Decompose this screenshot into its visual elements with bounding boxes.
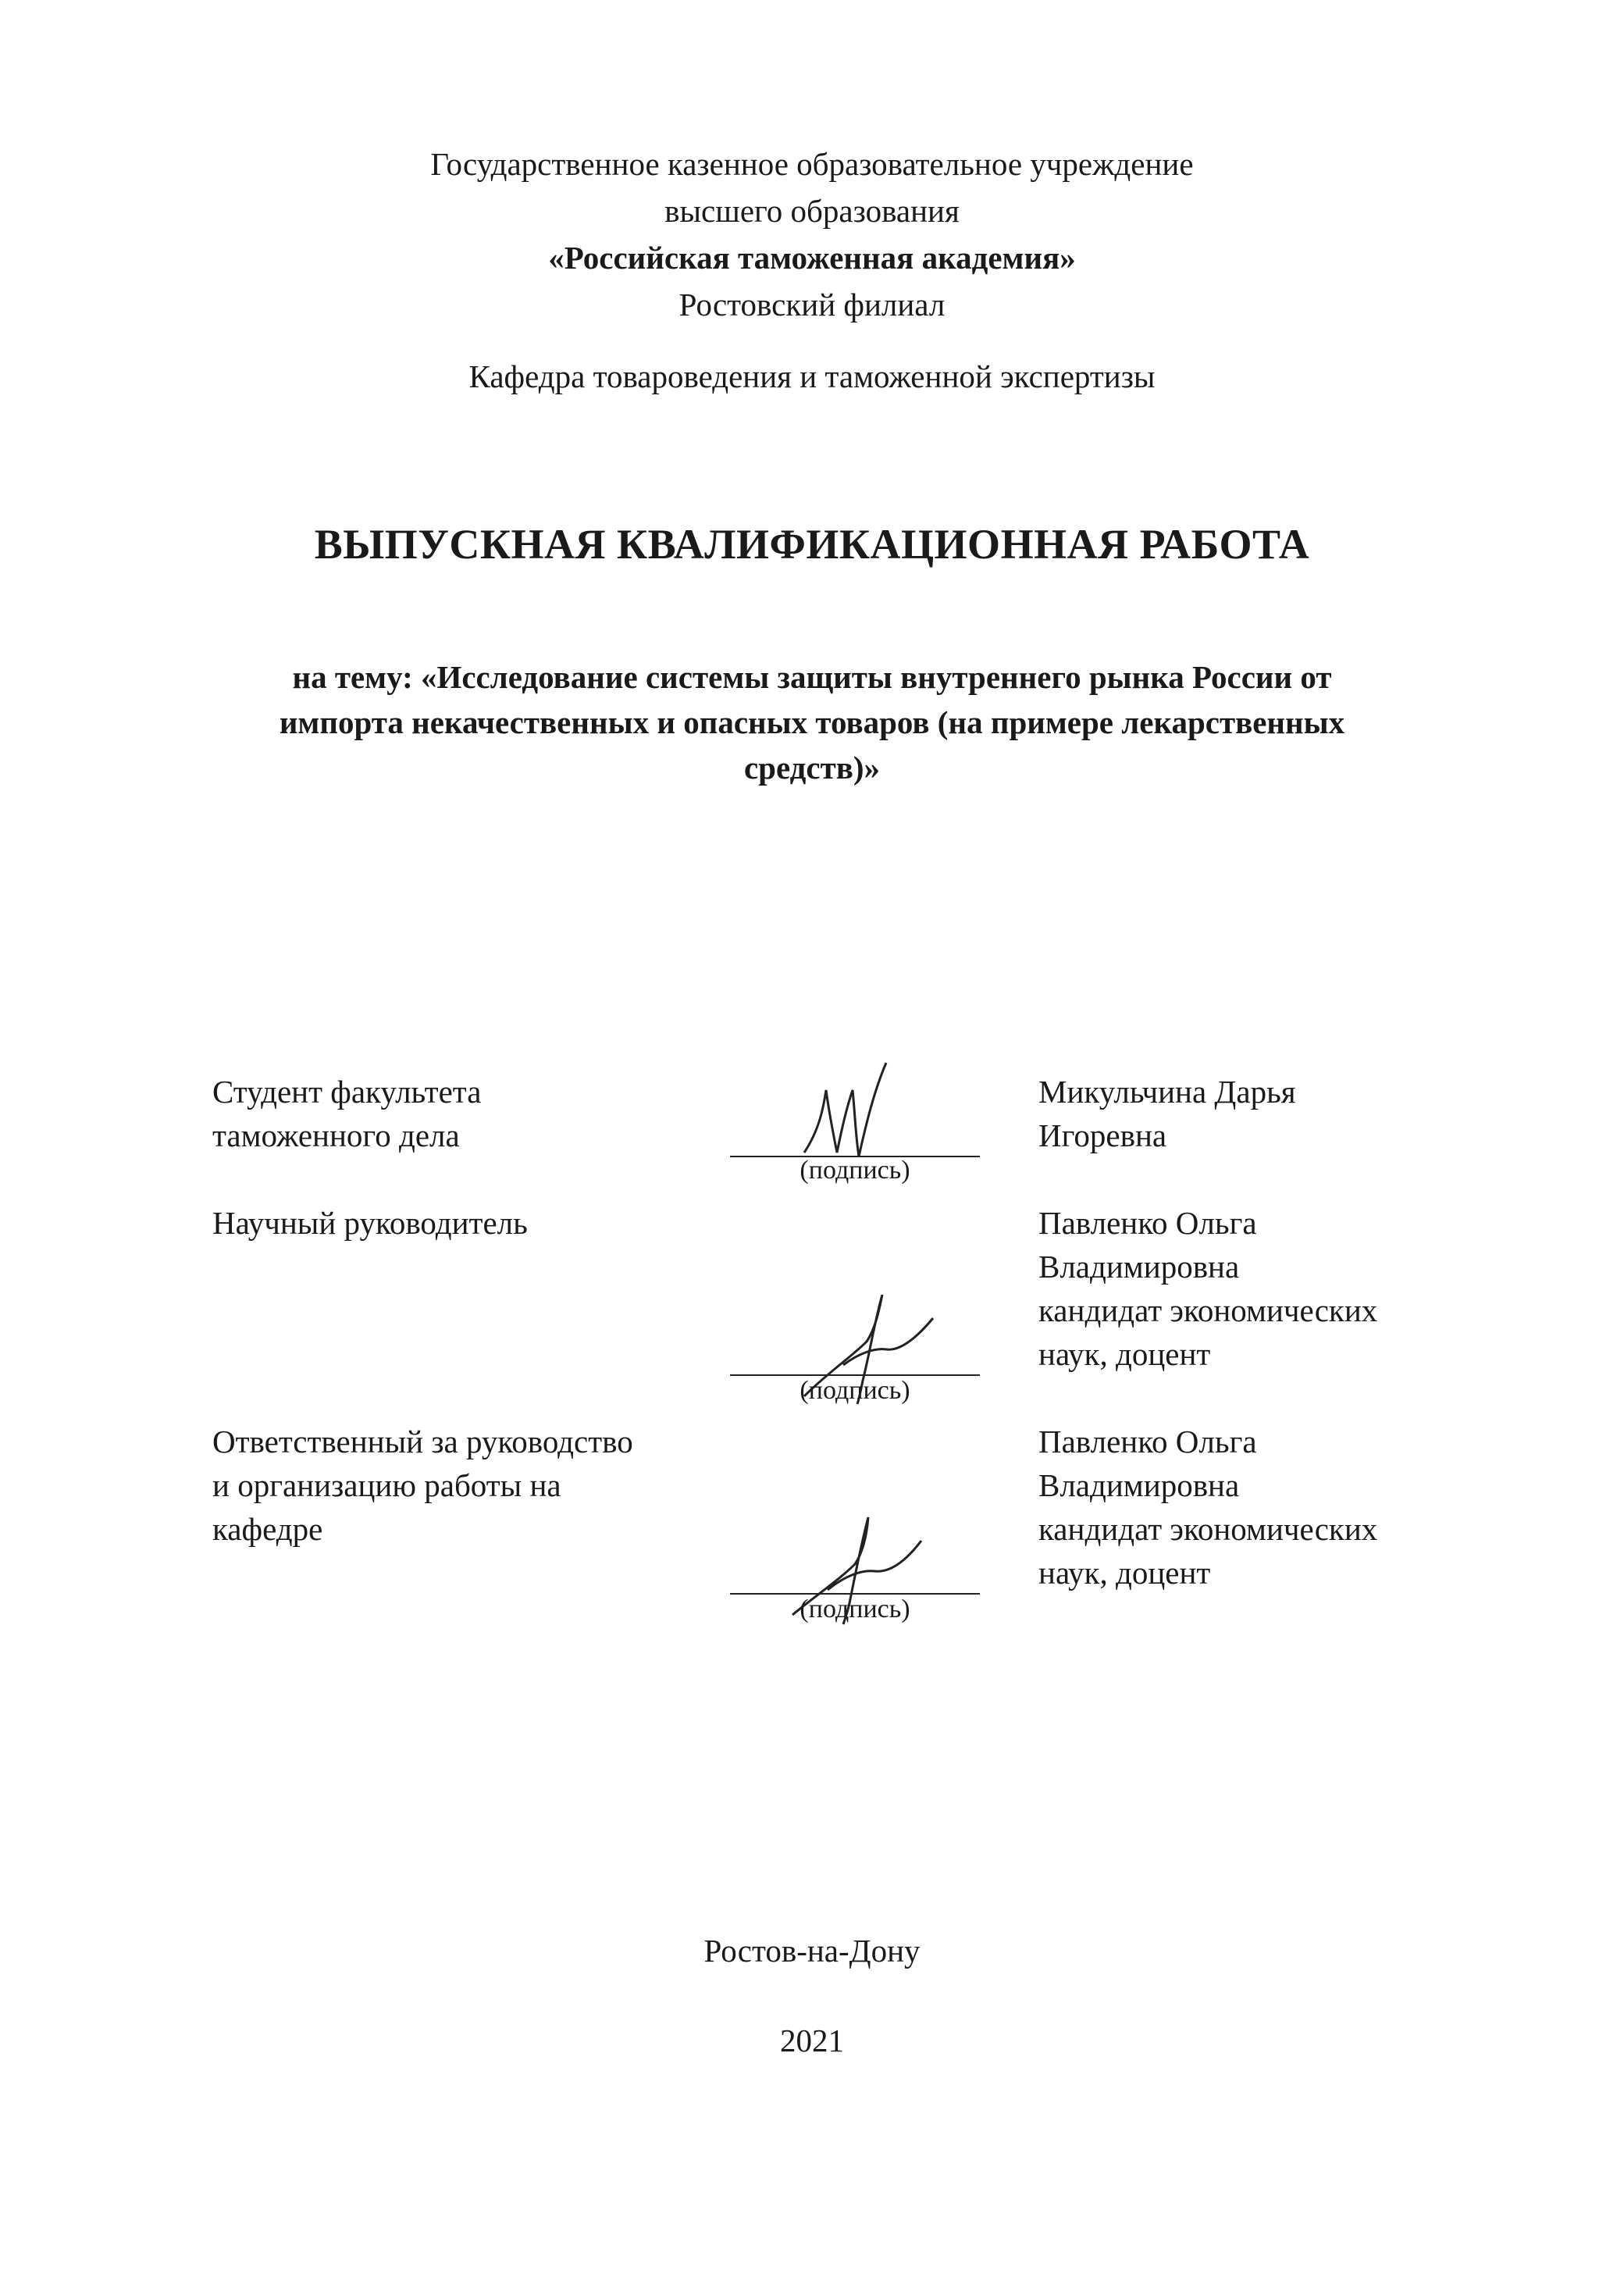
- topic-line: на тему: «Исследование системы защиты внутреннего рынка России от: [292, 659, 1332, 695]
- signature-caption: (подпись): [800, 1376, 910, 1405]
- signatory-role: [212, 1201, 759, 1245]
- topic-line: средств)»: [743, 750, 881, 786]
- role-line: Научный руководитель: [212, 1205, 528, 1241]
- name-line: наук, доцент: [1038, 1555, 1211, 1591]
- name-line: Павленко Ольга: [1038, 1205, 1257, 1241]
- branch-name: Ростовский филиал: [678, 287, 946, 323]
- signatory-name: [1038, 1070, 1546, 1157]
- role-line: и организацию работы на: [212, 1467, 561, 1503]
- academy-name: «Российская таможенная академия»: [548, 240, 1076, 276]
- name-line: наук, доцент: [1038, 1336, 1211, 1372]
- role-line: Ответственный за руководство: [212, 1424, 633, 1459]
- name-line: Игоревна: [1038, 1117, 1167, 1153]
- name-line: Павленко Ольга: [1038, 1424, 1257, 1459]
- role-line: кафедре: [212, 1511, 323, 1547]
- city: Ростов-на-Дону: [703, 1933, 921, 1969]
- institution-level: высшего образования: [664, 193, 960, 229]
- document-title: ВЫПУСКНАЯ КВАЛИФИКАЦИОННАЯ РАБОТА: [314, 521, 1310, 568]
- institution-header: [0, 141, 1624, 400]
- name-line: кандидат экономических: [1038, 1511, 1378, 1547]
- name-line: Микульчина Дарья: [1038, 1074, 1296, 1110]
- topic-line: импорта некачественных и опасных товаров (на примере лекарственных: [279, 704, 1345, 740]
- thesis-topic: [0, 654, 1624, 790]
- signature-caption: (подпись): [800, 1595, 910, 1623]
- department-name: Кафедра товароведения и таможенной экспертизы: [468, 358, 1156, 394]
- year: 2021: [780, 2022, 844, 2058]
- role-line: таможенного дела: [212, 1117, 460, 1153]
- name-line: кандидат экономических: [1038, 1292, 1378, 1328]
- role-line: Студент факультета: [212, 1074, 482, 1110]
- name-line: Владимировна: [1038, 1467, 1240, 1503]
- signatory-role: [212, 1420, 759, 1551]
- name-line: Владимировна: [1038, 1249, 1240, 1285]
- signatory-name: [1038, 1201, 1546, 1376]
- signatory-name: [1038, 1420, 1546, 1595]
- signatory-role: [212, 1070, 759, 1157]
- institution-type: Государственное казенное образовательное учреждение: [430, 146, 1194, 182]
- signature-caption: (подпись): [800, 1156, 910, 1185]
